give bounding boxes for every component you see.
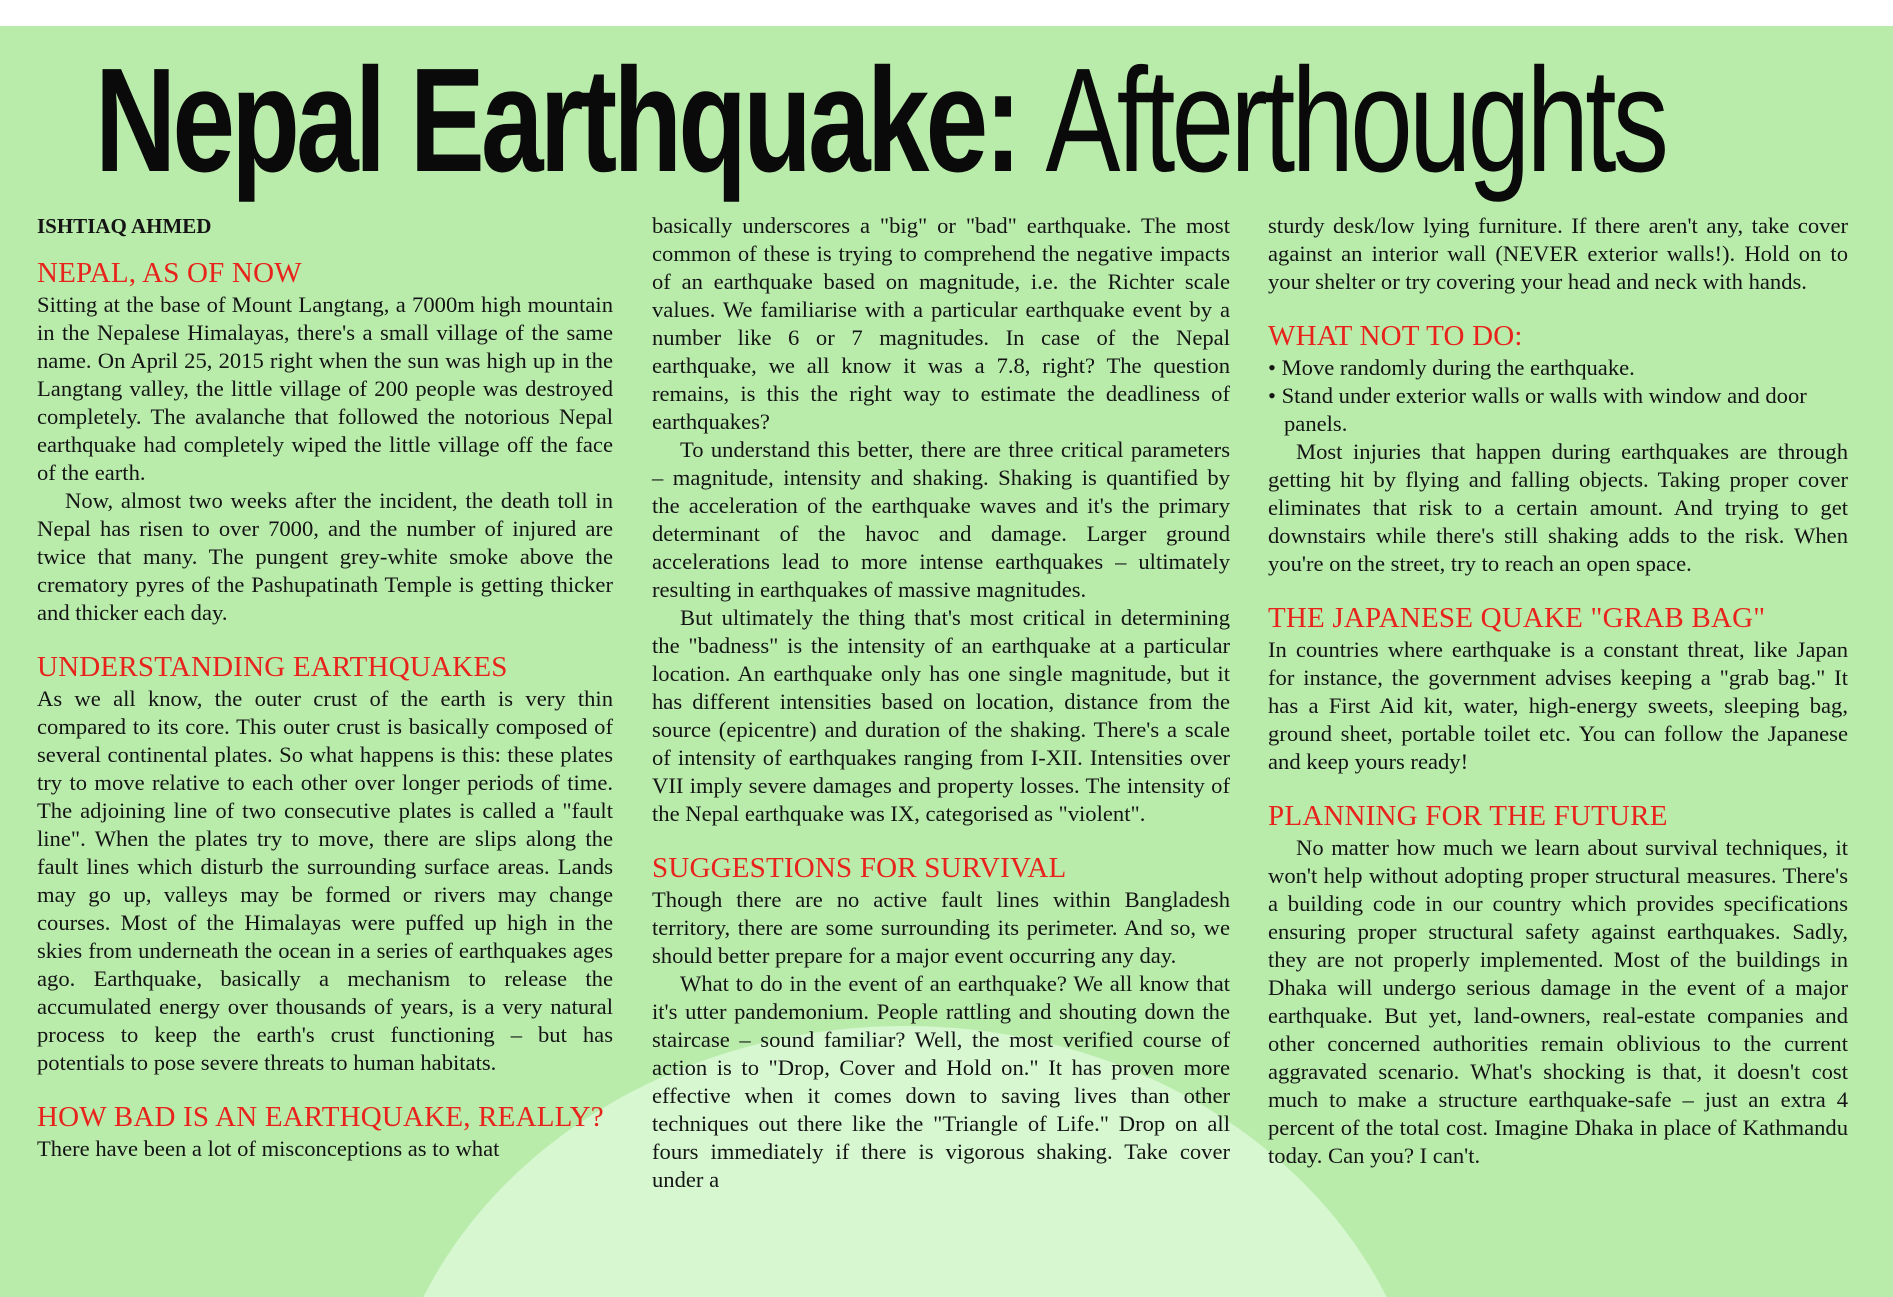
column-2 (652, 212, 1230, 1194)
what-not-to-do-list (1268, 354, 1848, 438)
heading-understanding: UNDERSTANDING EARTHQUAKES (37, 651, 508, 683)
how-bad-paragraph-1-start: There have been a lot of misconceptions as to what (37, 1136, 500, 1161)
title-bold: Nepal Earthquake: (95, 38, 1019, 203)
how-bad-paragraph-1-cont: basically underscores a "big" or "bad" earthquake. The most common of these is trying to comprehend the negative impacts of an earthquake based on magnitude, i.e. the Richter scale values. We familiarise with a particular earthquake event by a number like 6 or 7 magnitudes. In case of the Nepal earthquake, we all know it was a 7.8, right? The question remains, is this the right way to estimate the deadliness of earthquakes? (652, 213, 1230, 434)
nepal-paragraph-1: Sitting at the base of Mount Langtang, a 7000m high mountain in the Nepalese Himalayas, there's a small village of the same name. On April 25, 2015 right when the sun was high up in the Langtang valley, the little village of 200 people was destroyed completely. The avalanche that followed the notorious Nepal earthquake had completely wiped the little village off the face of the earth. (37, 292, 613, 485)
list-item: • Move randomly during the earthquake. (1268, 354, 1848, 382)
page-title (95, 38, 1666, 203)
survival-paragraph-1: Though there are no active fault lines within Bangladesh territory, there are some surrounding its perimeter. And so, we should better prepare for a major event occurring any day. (652, 887, 1230, 968)
nepal-paragraph-2: Now, almost two weeks after the incident, the death toll in Nepal has risen to over 7000, and the number of injured are twice that many. The pungent grey-white smoke above the crematory pyres of the Pashupatinath Temple is getting thicker and thicker each day. (37, 488, 613, 625)
understanding-paragraph-1: As we all know, the outer crust of the earth is very thin compared to its core. This outer crust is basically composed of several continental plates. So what happens is this: these plates try to move relative to each other over longer periods of time. The adjoining line of two consecutive plates is called a "fault line". When the plates try to move, there are slips along the fault lines which disturb the surrounding surface areas. Lands may go up, valleys may be formed or rivers may change courses. Most of the Himalayas were puffed up high in the skies from underneath the ocean in a series of earthquakes ages ago. Earthquake, basically a mechanism to release the accumulated energy over thousands of years, is a very natural process to keep the earth's crust functioning – but has potentials to pose severe threats to human habitats. (37, 686, 613, 1075)
survival-paragraph-2-start: What to do in the event of an earthquake? We all know that it's utter pandemonium. People rattling and shouting down the staircase – sound familiar? Well, the most verified course of action is to "Drop, Cover and Hold on." It has proven more effective when it comes down to saving lives than other techniques out there like the "Triangle of Life." Drop on all fours immediately if there is vigorous shaking. Take cover under a (652, 971, 1230, 1192)
heading-nepal: NEPAL, AS OF NOW (37, 257, 302, 289)
heading-grab-bag: THE JAPANESE QUAKE "GRAB BAG" (1268, 602, 1766, 634)
how-bad-paragraph-2: To understand this better, there are three critical parameters – magnitude, intensity and shaking. Shaking is quantified by the acceleration of the earthquake waves and it's the primary determinant of the havoc and damage. Larger ground accelerations lead to more intense earthquakes – ultimately resulting in earthquakes of massive magnitudes. (652, 437, 1230, 602)
column-1 (37, 212, 613, 1163)
byline: ISHTIAQ AHMED (37, 214, 212, 238)
title-light: Afterthoughts (1045, 38, 1666, 203)
column-3 (1268, 212, 1848, 1170)
heading-survival: SUGGESTIONS FOR SURVIVAL (652, 852, 1067, 884)
future-paragraph: No matter how much we learn about survival techniques, it won't help without adopting proper structural measures. There's a building code in our country which provides specifications ensuring proper structural safety against earthquakes. Sadly, they are not properly implemented. Most of the buildings in Dhaka will undergo serious damage in the event of a major earthquake. But yet, land-owners, real-estate companies and other concerned authorities remain oblivious to the current aggravated scenario. What's shocking is that, it doesn't cost much to make a structure earthquake-safe – just an extra 4 percent of the total cost. Imagine Dhaka in place of Kathmandu today. Can you? I can't. (1268, 835, 1848, 1168)
heading-how-bad: HOW BAD IS AN EARTHQUAKE, REALLY? (37, 1101, 604, 1133)
heading-future: PLANNING FOR THE FUTURE (1268, 800, 1668, 832)
newspaper-page (0, 26, 1893, 1297)
heading-what-not-to-do: WHAT NOT TO DO: (1268, 320, 1523, 352)
list-item: • Stand under exterior walls or walls with window and door panels. (1268, 382, 1848, 438)
survival-paragraph-2-cont: sturdy desk/low lying furniture. If there aren't any, take cover against an interior wall (NEVER exterior walls!). Hold on to your shelter or try covering your head and neck with hands. (1268, 213, 1848, 294)
how-bad-paragraph-3: But ultimately the thing that's most critical in determining the "badness" is the intensity of an earthquake at a particular location. An earthquake only has one single magnitude, but it has different intensities based on location, distance from the source (epicentre) and duration of the shaking. There's a scale of intensity of earthquakes ranging from I-XII. Intensities over VII imply severe damages and property losses. The intensity of the Nepal earthquake was IX, categorised as "violent". (652, 605, 1230, 826)
grab-bag-paragraph: In countries where earthquake is a constant threat, like Japan for instance, the government advises keeping a "grab bag." It has a First Aid kit, water, high-energy sweets, sleeping bag, ground sheet, portable toilet etc. You can follow the Japanese and keep yours ready! (1268, 637, 1848, 774)
what-not-to-do-paragraph: Most injuries that happen during earthquakes are through getting hit by flying and falling objects. Taking proper cover eliminates that risk to a certain amount. And trying to get downstairs while there's still shaking adds to the risk. When you're on the street, try to reach an open space. (1268, 439, 1848, 576)
